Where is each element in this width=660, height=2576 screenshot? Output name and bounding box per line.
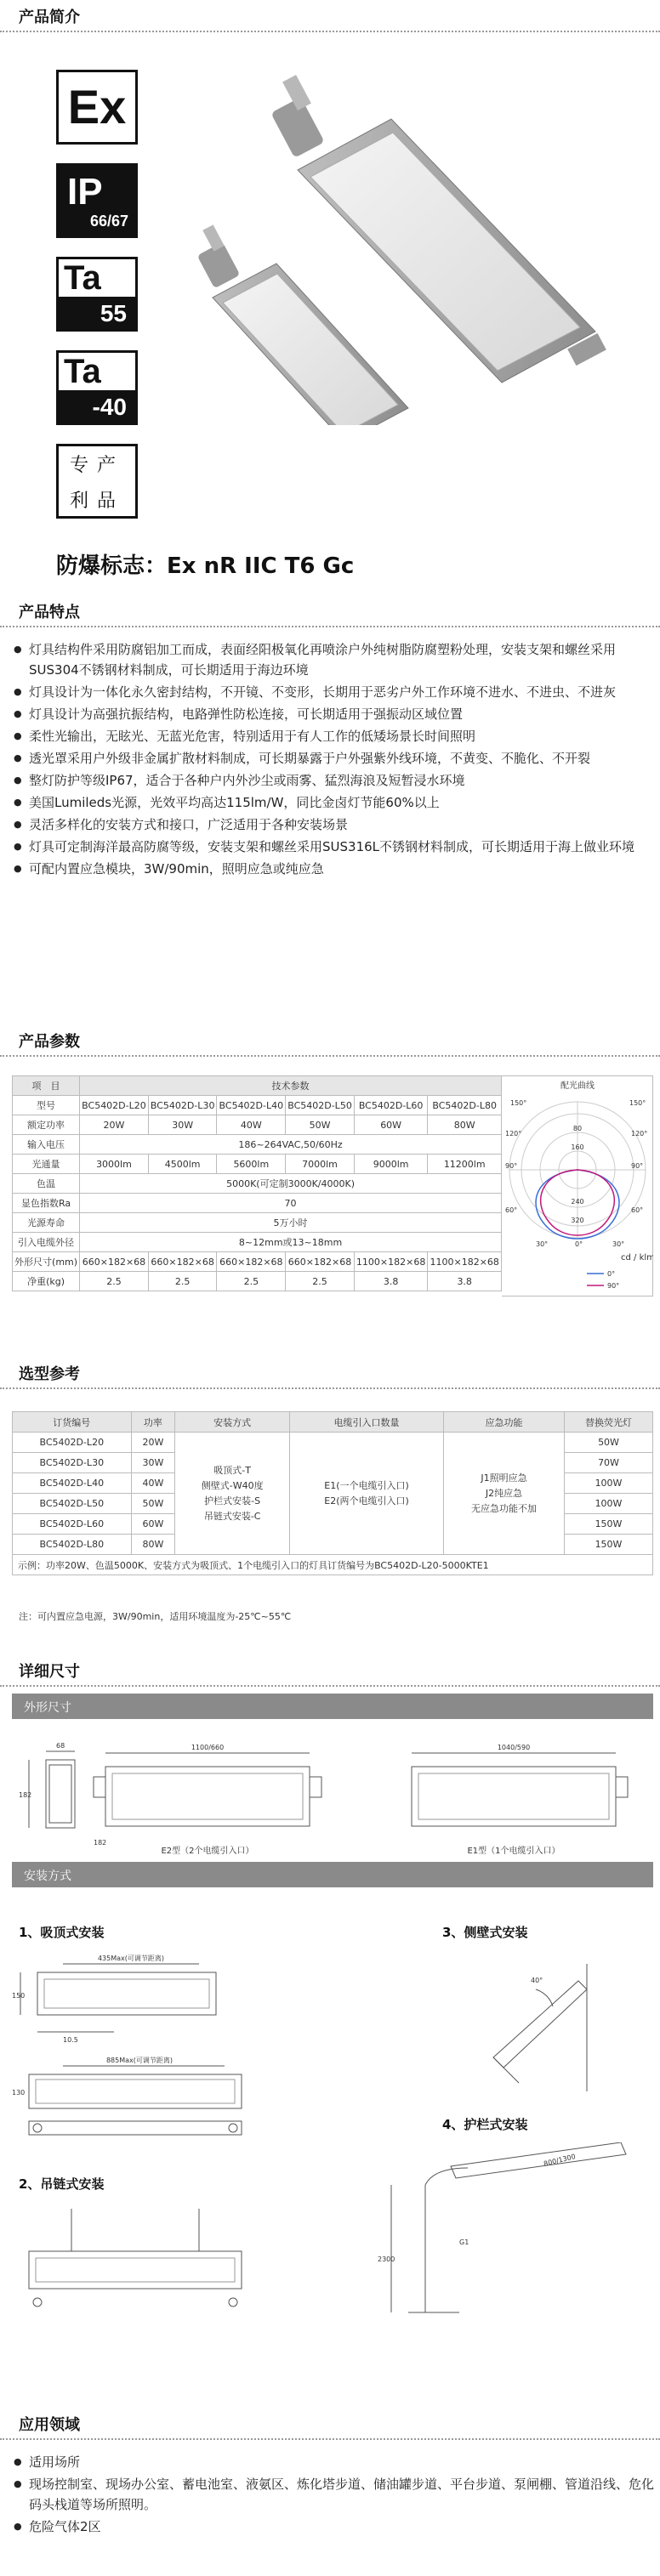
section-selection: [0, 1357, 660, 1387]
table-row: [13, 1555, 653, 1575]
install-guardrail-title: 4、护栏式安装: [442, 2117, 528, 2132]
table-header: 项 目: [13, 1076, 80, 1096]
ex-badge: Ex: [56, 70, 138, 145]
table-row: BC5402D-L20 20W 吸顶式-T 侧壁式-W40度 护栏式安装-S 吊链式安装-C E1(一个电缆引入口) E2(两个电缆引入口) J1照明应急 J2纯应急 无应急功能不加 50W: [13, 1433, 653, 1453]
guard-height: 2300: [378, 2255, 395, 2263]
list-item: ● 灯具设计为一体化永久密封结构，不开镜、不变形，长期用于恶劣户外工作环境不进水、不进虫、不进灰: [12, 682, 658, 702]
table-row: 色温 5000K(可定制3000K/4000K): [13, 1174, 502, 1194]
svg-text:120°: 120°: [631, 1130, 648, 1138]
svg-text:80: 80: [572, 1125, 583, 1132]
section-title: 产品特点: [19, 604, 80, 621]
emergency-options: J1照明应急 J2纯应急 无应急功能不加: [444, 1433, 565, 1555]
dim-length-right: 1040/590: [497, 1744, 531, 1751]
caption-e2: E2型（2个电缆引入口）: [161, 1847, 254, 1856]
legend-90deg: 90°: [607, 1282, 620, 1290]
section-title: 产品参数: [19, 1033, 80, 1051]
section-features: [0, 595, 660, 626]
guard-g1: G1: [459, 2238, 469, 2246]
polar-curve: [502, 1076, 653, 1297]
svg-text:60°: 60°: [631, 1206, 644, 1214]
svg-text:30°: 30°: [612, 1240, 625, 1248]
list-item: ● 适用场所: [12, 2452, 658, 2472]
dim-130: 130: [12, 2089, 26, 2097]
section-title: 产品简介: [19, 9, 80, 26]
polar-title: 配光曲线: [560, 1081, 595, 1091]
table-row: 外形尺寸(mm) 660×182×68 660×182×68 660×182×68 660×182×68 1100×182×68 1100×182×68: [13, 1252, 502, 1272]
cable-entry-options: E1(一个电缆引入口) E2(两个电缆引入口): [290, 1433, 444, 1555]
install-bar: 安装方式: [12, 1862, 653, 1887]
dim-150: 150: [12, 1992, 26, 2000]
table-row: 额定功率 20W 30W 40W 50W 60W 80W: [13, 1115, 502, 1135]
table-row: 显色指数Ra 70: [13, 1194, 502, 1213]
dim-10-5: 10.5: [63, 2036, 78, 2044]
list-item: ● 现场控制室、现场办公室、蓄电池室、液氨区、炼化塔步道、储油罐步道、平台步道、泵闸棚、管道沿线、危化码头栈道等场所照明。: [12, 2474, 658, 2515]
svg-text:150°: 150°: [629, 1099, 646, 1107]
list-item: ● 柔性光输出，无眩光、无蓝光危害，特别适用于有人工作的低矮场景长时间照明: [12, 726, 658, 746]
dim-length-left: 1100/660: [191, 1744, 225, 1751]
spec-table: [12, 1075, 502, 1291]
list-item: ● 灵活多样化的安装方式和接口，广泛适用于各种安装场景: [12, 814, 658, 835]
svg-text:320: 320: [571, 1217, 584, 1224]
section-title: 应用领域: [19, 2416, 80, 2434]
table-row: BC5402D-L30 30W 70W: [13, 1453, 653, 1473]
table-row: BC5402D-L40 40W 100W: [13, 1473, 653, 1494]
caption-e1: E1型（1个电缆引入口）: [467, 1847, 560, 1856]
table-row: 净重(kg) 2.5 2.5 2.5 2.5 3.8 3.8: [13, 1272, 502, 1291]
list-item: ● 可配内置应急模块，3W/90min，照明应急或纯应急: [12, 859, 658, 879]
lamp-small: [197, 224, 408, 425]
list-item: ● 灯具设计为高强抗振结构，电路弹性防松连接，可长期适用于强振动区域位置: [12, 704, 658, 724]
table-row: 型号 BC5402D-L20 BC5402D-L30 BC5402D-L40 BC5402D-L50 BC5402D-L60 BC5402D-L80: [13, 1096, 502, 1115]
legend-0deg: 0°: [607, 1270, 616, 1278]
ta-max-badge: Ta 55: [56, 257, 138, 332]
section-title: 详细尺寸: [19, 1663, 80, 1681]
table-header: 技术参数: [80, 1076, 502, 1096]
ceiling-dim-1: 435Max(可调节距离): [97, 1955, 165, 1962]
table-row: BC5402D-L50 50W 100W: [13, 1494, 653, 1514]
table-row: 光源寿命 5万小时: [13, 1213, 502, 1233]
section-title: 选型参考: [19, 1365, 80, 1383]
section-dimensions: [0, 1654, 660, 1685]
list-item: ● 整灯防护等级IP67，适合于各种户内外沙尘或雨雾、猛烈海浪及短暂浸水环境: [12, 770, 658, 791]
svg-text:90°: 90°: [505, 1162, 518, 1170]
list-item: ● 灯具可定制海洋最高防腐等级，安装支架和螺丝采用SUS316L不锈钢材料制成，可长期适用于海上做业环境: [12, 837, 658, 857]
table-row: BC5402D-L80 80W 150W: [13, 1535, 653, 1555]
light-distribution-panel: [502, 1075, 653, 1297]
polar-unit: cd / klm: [621, 1253, 653, 1262]
svg-text:120°: 120°: [505, 1130, 522, 1138]
section-applications: [0, 2408, 660, 2438]
guard-length: 800/1300: [543, 2152, 577, 2168]
svg-text:240: 240: [571, 1198, 584, 1206]
outline-drawing: [12, 1726, 653, 1879]
chain-mount-drawing: [12, 2200, 335, 2319]
patent-badge: 专产 利品: [56, 444, 138, 519]
guardrail-mount-drawing: [374, 2142, 646, 2329]
wall-mount-drawing: [459, 1955, 646, 2100]
dim-40deg: 40°: [531, 1977, 543, 1984]
svg-text:160: 160: [571, 1143, 584, 1151]
list-item: ● 透光罩采用户外级非金属扩散材料制成，可长期暴露于户外强紫外线环境，不黄变、不脆化、不开裂: [12, 748, 658, 769]
ceiling-dim-2: 885Max(可调节距离): [105, 2057, 174, 2064]
install-ceiling-title: 1、吸顶式安装: [19, 1925, 105, 1940]
application-list: [12, 2452, 658, 2539]
mounting-options: 吸顶式-T 侧壁式-W40度 护栏式安装-S 吊链式安装-C: [175, 1433, 290, 1555]
ta-min-badge: Ta -40: [56, 350, 138, 425]
feature-list: [12, 639, 658, 881]
selection-example: 示例：功率20W、色温5000K、安装方式为吸顶式、1个电缆引入口的灯具订货编号为BC5402D-L20-5000KTE1: [13, 1555, 653, 1575]
table-row: BC5402D-L60 60W 150W: [13, 1514, 653, 1535]
dim-height-left: 182: [94, 1839, 107, 1847]
product-photo: [196, 68, 638, 425]
ceiling-mount-drawing: [12, 1947, 335, 2159]
table-row: 引入电缆外径 8~12mm或13~18mm: [13, 1233, 502, 1252]
install-chain-title: 2、吊链式安装: [19, 2176, 105, 2192]
selection-table: 订货编号 功率 安装方式 电缆引入口数量 应急功能 替换荧光灯 BC5402D-L20 20W 吸顶式-T 侧壁式-W40度 护栏式安装-S 吊链式安装-C E1(一个电缆引入口) E2(两个电缆引入口) J1照明应急 J2纯应急 无应急功能不加 50W BC5402D-L30 30W 70W BC5402D-L40 40W 100W BC5402D-L50 50W 100W BC5402D-L60 60W 150W BC5402D-L80 80W 150W 示例：功率20W、色温5000K、安装方式为吸顶式、1个电缆引入口的灯具订货编号为BC5402D-L20-5000KTE1: [12, 1411, 653, 1575]
explosion-proof-mark: 防爆标志：Ex nR IIC T6 Gc: [56, 553, 355, 579]
svg-text:90°: 90°: [631, 1162, 644, 1170]
svg-text:30°: 30°: [536, 1240, 549, 1248]
table-row: 输入电压 186~264VAC,50/60Hz: [13, 1135, 502, 1155]
dim-side-height: 182: [19, 1791, 32, 1799]
outline-bar: 外形尺寸: [12, 1694, 653, 1719]
list-item: ● 美国Lumileds光源，光效平均高达115lm/W，同比金卤灯节能60%以上: [12, 792, 658, 813]
list-item: ● 危险气体2区: [12, 2516, 658, 2537]
svg-text:150°: 150°: [510, 1099, 527, 1107]
footnote: 注：可内置应急电源，3W/90min，适用环境温度为-25℃~55℃: [19, 1611, 292, 1622]
section-intro: [0, 0, 660, 31]
section-params: [0, 1024, 660, 1055]
svg-text:60°: 60°: [505, 1206, 518, 1214]
install-wall-title: 3、侧壁式安装: [442, 1925, 528, 1940]
svg-text:0°: 0°: [575, 1240, 583, 1248]
dim-side-width: 68: [56, 1742, 65, 1750]
list-item: ● 灯具结构件采用防腐铝加工而成，表面经阳极氧化再喷涂户外纯树脂防腐塑粉处理，安装支架和螺丝采用SUS304不锈钢材料制成，可长期适用于海边环境: [12, 639, 658, 680]
table-row: 光通量 3000lm 4500lm 5600lm 7000lm 9000lm 11200lm: [13, 1155, 502, 1174]
ip-badge: IP 66/67: [56, 163, 138, 238]
